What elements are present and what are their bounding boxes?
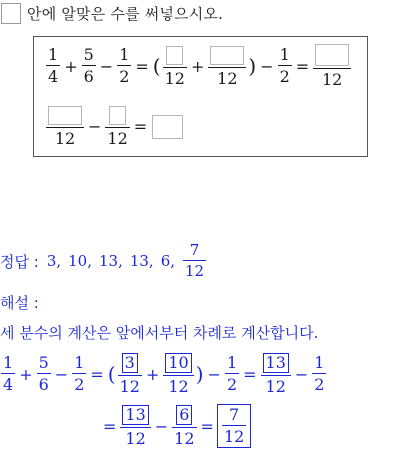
solution-expression-line1: $\frac{1}{4}$ + $\frac{5}{6}$ − $\frac{1}{2}$ = ( $\frac{3}{12}$ + $\frac{10}{12}$ ) − $\frac{1}{2}$ = $\frac{13}{12}$ − $\frac{1}{2}$ xyxy=(3,353,325,396)
answer-line xyxy=(0,243,207,279)
answer-value: 10, xyxy=(68,252,92,270)
answer-fraction: $\frac{7}{12}$ xyxy=(185,241,205,280)
fraction: $\frac{7}{12}$ xyxy=(223,405,245,446)
solution-label: 해설 : xyxy=(0,294,39,312)
question-expression-line1: $\frac{1}{4}$ + $\frac{5}{6}$ − $\frac{1}{2}$ = ( 12 + 12 ) − $\frac{1}{2}$ = 12 xyxy=(45,44,352,88)
answer-blank-5[interactable] xyxy=(109,106,126,125)
filled-answer-box: 13 xyxy=(122,405,148,425)
answer-blank-6[interactable] xyxy=(152,115,183,139)
fraction: $\frac{1}{2}$ xyxy=(314,353,325,394)
final-answer-box xyxy=(217,404,251,448)
fraction: $\frac{13}{12}$ xyxy=(261,353,291,395)
fraction-with-blank: 12 xyxy=(105,106,129,147)
fraction-with-blank: 12 xyxy=(46,106,84,147)
solution-expression-line2: = $\frac{13}{12}$ − $\frac{6}{12}$ = $\frac{7}{12}$ xyxy=(100,404,251,448)
fraction-with-blank: 12 xyxy=(208,46,246,87)
fraction: $\frac{3}{12}$ xyxy=(119,353,140,396)
question-header xyxy=(0,0,223,26)
fraction: $\frac{1}{2}$ xyxy=(279,45,290,86)
question-expression-line2: 12 − 12 = xyxy=(45,106,183,147)
fraction: $\frac{1}{2}$ xyxy=(226,353,238,394)
answer-blank-4[interactable] xyxy=(48,106,82,125)
filled-answer-box: 13 xyxy=(263,353,289,373)
answer-label: 정답 : xyxy=(0,252,39,271)
filled-answer-box: 3 xyxy=(122,353,138,373)
answer-value: 13, xyxy=(129,252,154,270)
fraction: $\frac{5}{6}$ xyxy=(83,45,94,86)
filled-answer-box: 6 xyxy=(176,405,192,425)
fraction: $\frac{13}{12}$ xyxy=(120,405,150,447)
fraction: $\frac{1}{4}$ xyxy=(3,353,14,394)
answer-value: 3, xyxy=(46,252,62,270)
fraction: $\frac{5}{6}$ xyxy=(38,353,49,394)
fraction-with-blank: 12 xyxy=(163,46,187,87)
fraction-with-blank: 12 xyxy=(313,44,351,88)
fraction: $\frac{10}{12}$ xyxy=(163,353,193,395)
answer-blank-3[interactable] xyxy=(315,44,349,66)
question-title: 안에 알맞은 수를 써넣으시오. xyxy=(27,4,224,23)
blank-box-icon xyxy=(1,3,21,24)
fraction: $\frac{1}{2}$ xyxy=(74,353,85,394)
fraction: $\frac{6}{12}$ xyxy=(174,405,195,448)
answer-value: 13, xyxy=(98,252,123,270)
answer-blank-1[interactable] xyxy=(166,46,183,65)
answer-blank-2[interactable] xyxy=(210,46,244,65)
solution-explanation: 세 분수의 계산은 앞에서부터 차례로 계산합니다. xyxy=(0,324,319,342)
answer-value: 6, xyxy=(160,252,176,270)
filled-answer-box: 10 xyxy=(165,353,191,373)
fraction: $\frac{1}{4}$ xyxy=(48,45,59,86)
fraction: $\frac{1}{2}$ xyxy=(119,45,130,86)
